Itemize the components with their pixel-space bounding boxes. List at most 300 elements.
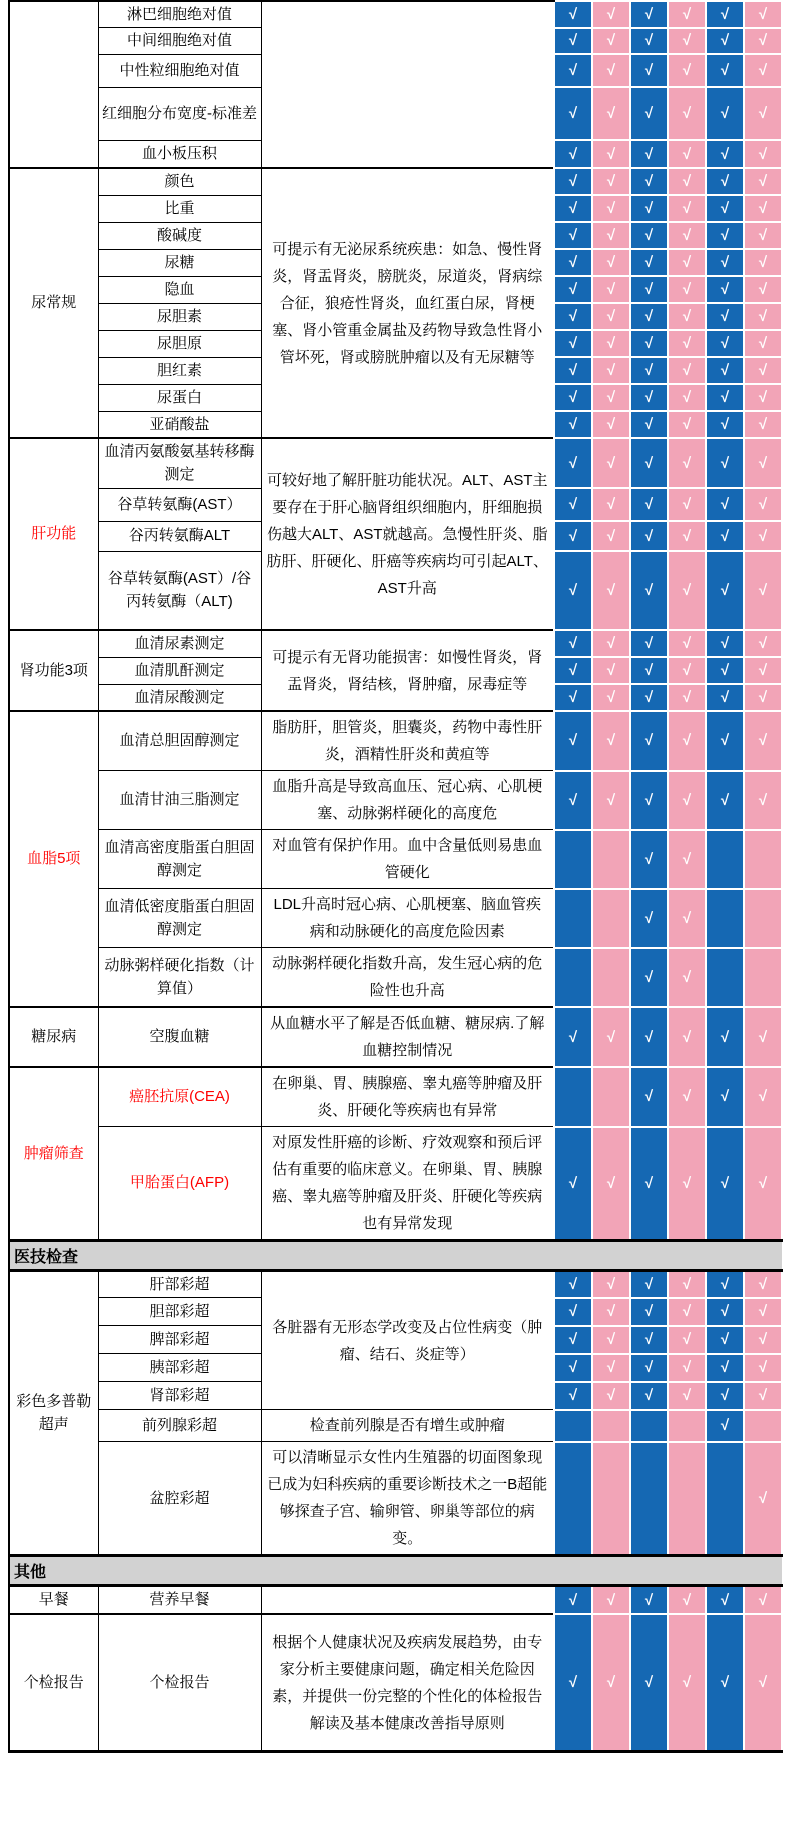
checkmark-icon: √ <box>682 105 692 122</box>
table-row <box>9 948 782 1008</box>
check-cell <box>554 384 592 411</box>
item-cell: 血清总胆固醇测定 <box>98 711 261 771</box>
checkmark-icon: √ <box>644 1174 654 1192</box>
checkmark-icon: √ <box>644 173 654 190</box>
check-cell <box>744 28 782 54</box>
checkmark-icon: √ <box>720 1028 730 1046</box>
checkmark-icon: √ <box>568 689 578 706</box>
check-cell <box>706 551 744 630</box>
description-cell: 根据个人健康状况及疾病发展趋势，由专家分析主要健康问题，确定相关危险因素，并提供一份完整的个性化的体检报告解读及基本健康改善指导原则 <box>261 1614 554 1752</box>
checkmark-icon: √ <box>682 1591 692 1609</box>
check-cell <box>554 830 592 889</box>
check-cell <box>554 276 592 303</box>
check-cell <box>706 1271 744 1298</box>
checkmark-icon: √ <box>720 1674 730 1691</box>
checkmark-icon: √ <box>568 173 578 190</box>
check-cell <box>668 1298 706 1326</box>
item-cell: 空腹血糖 <box>98 1007 261 1067</box>
checkmark-icon: √ <box>606 281 616 298</box>
checkmark-icon: √ <box>682 1303 692 1321</box>
table-row <box>9 889 782 948</box>
checkmark-icon: √ <box>644 1303 654 1321</box>
check-cell <box>706 948 744 1008</box>
checkmark-icon: √ <box>720 732 730 750</box>
check-cell <box>592 411 630 438</box>
checkmark-icon: √ <box>606 454 616 472</box>
checkmark-icon: √ <box>606 32 616 50</box>
check-cell <box>554 249 592 276</box>
item-cell: 营养早餐 <box>98 1586 261 1614</box>
check-cell <box>668 330 706 357</box>
check-cell <box>668 889 706 948</box>
check-cell <box>630 411 668 438</box>
checkmark-icon: √ <box>758 454 768 472</box>
checkmark-icon: √ <box>606 105 616 122</box>
checkmark-icon: √ <box>682 1387 692 1405</box>
check-cell <box>554 1127 592 1241</box>
checkmark-icon: √ <box>606 1275 616 1293</box>
checkmark-icon: √ <box>758 200 768 217</box>
check-cell <box>592 1271 630 1298</box>
description-cell: 动脉粥样硬化指数升高，发生冠心病的危险性也升高 <box>261 948 554 1008</box>
check-cell <box>744 1586 782 1614</box>
check-cell <box>706 357 744 384</box>
check-cell <box>706 28 744 54</box>
check-cell <box>706 222 744 249</box>
checkmark-icon: √ <box>568 662 578 679</box>
checkmark-icon: √ <box>568 308 578 325</box>
checkmark-icon: √ <box>644 281 654 298</box>
check-cell <box>554 1382 592 1410</box>
checkmark-icon: √ <box>568 454 578 472</box>
checkmark-icon: √ <box>720 200 730 217</box>
checkmark-icon: √ <box>606 227 616 244</box>
checkmark-icon: √ <box>720 454 730 472</box>
check-cell <box>630 1127 668 1241</box>
category-cell: 血脂5项 <box>9 711 98 1007</box>
item-cell: 动脉粥样硬化指数（计算值） <box>98 948 261 1008</box>
checkmark-icon: √ <box>644 968 654 986</box>
table-row <box>9 1614 782 1752</box>
check-cell <box>592 1442 630 1556</box>
item-cell: 肾部彩超 <box>98 1382 261 1410</box>
checkmark-icon: √ <box>568 416 578 433</box>
check-cell <box>630 1382 668 1410</box>
check-cell <box>706 1442 744 1556</box>
checkmark-icon: √ <box>682 454 692 472</box>
check-cell <box>744 1067 782 1127</box>
check-cell <box>554 1 592 28</box>
check-cell <box>668 1382 706 1410</box>
check-cell <box>554 1410 592 1442</box>
checkmark-icon: √ <box>606 1387 616 1405</box>
checkmark-icon: √ <box>682 5 692 23</box>
table-row <box>9 1442 782 1556</box>
checkmark-icon: √ <box>720 1387 730 1405</box>
checkmark-icon: √ <box>720 1331 730 1349</box>
check-cell <box>630 889 668 948</box>
description-cell: 脂肪肝，胆管炎，胆囊炎，药物中毒性肝炎，酒精性肝炎和黄疸等 <box>261 711 554 771</box>
check-cell <box>706 303 744 330</box>
checkmark-icon: √ <box>758 1331 768 1349</box>
check-cell <box>554 1442 592 1556</box>
checkmark-icon: √ <box>720 281 730 298</box>
check-cell <box>706 830 744 889</box>
checkmark-icon: √ <box>758 5 768 23</box>
checkmark-icon: √ <box>606 496 616 513</box>
check-cell <box>554 657 592 684</box>
table-body <box>9 1 782 1752</box>
check-cell <box>668 1326 706 1354</box>
table-row <box>9 830 782 889</box>
check-cell <box>592 195 630 222</box>
description-cell: 各脏器有无形态学改变及占位性病变（肿瘤、结石、炎症等） <box>261 1271 554 1410</box>
check-cell <box>744 830 782 889</box>
checkmark-icon: √ <box>758 635 768 652</box>
check-cell <box>668 948 706 1008</box>
table-row <box>9 711 782 771</box>
checkmark-icon: √ <box>644 62 654 79</box>
checkmark-icon: √ <box>758 254 768 271</box>
description-cell: 可较好地了解肝脏功能状况。ALT、AST主要存在于肝心脑肾组织细胞内，肝细胞损伤越大ALT、AST就越高。急慢性肝炎、脂肪肝、肝硬化、肝癌等疾病均可引起ALT、AST升高 <box>261 438 554 630</box>
check-cell <box>668 1007 706 1067</box>
check-cell <box>706 711 744 771</box>
checkmark-icon: √ <box>720 1303 730 1321</box>
check-cell <box>668 28 706 54</box>
check-cell <box>554 1326 592 1354</box>
check-cell <box>744 168 782 195</box>
checkmark-icon: √ <box>758 1174 768 1192</box>
check-cell <box>744 1007 782 1067</box>
check-cell <box>668 140 706 168</box>
checkmark-icon: √ <box>568 582 578 599</box>
category-cell <box>9 1 98 168</box>
checkmark-icon: √ <box>682 496 692 513</box>
check-cell <box>668 1586 706 1614</box>
checkmark-icon: √ <box>644 582 654 599</box>
item-cell: 酸碱度 <box>98 222 261 249</box>
check-cell <box>630 1271 668 1298</box>
check-cell <box>592 657 630 684</box>
check-cell <box>668 1410 706 1442</box>
check-cell <box>592 1410 630 1442</box>
checkmark-icon: √ <box>720 145 730 163</box>
check-cell <box>706 1 744 28</box>
check-cell <box>744 1382 782 1410</box>
check-cell <box>554 771 592 830</box>
checkmark-icon: √ <box>644 454 654 472</box>
check-cell <box>668 1614 706 1752</box>
checkmark-icon: √ <box>720 62 730 79</box>
checkmark-icon: √ <box>644 105 654 122</box>
check-cell <box>744 684 782 711</box>
check-cell <box>630 684 668 711</box>
check-cell <box>554 948 592 1008</box>
checkmark-icon: √ <box>682 227 692 244</box>
check-cell <box>554 140 592 168</box>
section-band-label: 其他 <box>9 1556 782 1586</box>
item-cell: 血小板压积 <box>98 140 261 168</box>
checkmark-icon: √ <box>568 62 578 79</box>
item-cell: 淋巴细胞绝对值 <box>98 1 261 28</box>
check-cell <box>668 630 706 657</box>
checkmark-icon: √ <box>682 689 692 706</box>
check-cell <box>706 1127 744 1241</box>
checkmark-icon: √ <box>644 1387 654 1405</box>
table-row <box>9 630 782 657</box>
check-cell <box>630 1410 668 1442</box>
check-cell <box>592 168 630 195</box>
checkmark-icon: √ <box>758 1387 768 1405</box>
checkmark-icon: √ <box>568 32 578 50</box>
check-cell <box>554 1614 592 1752</box>
checkmark-icon: √ <box>606 1028 616 1046</box>
checkmark-icon: √ <box>682 850 692 868</box>
checkmark-icon: √ <box>606 527 616 545</box>
item-cell: 谷草转氨酶(AST）/谷丙转氨酶（ALT) <box>98 551 261 630</box>
check-cell <box>554 438 592 488</box>
check-cell <box>592 684 630 711</box>
check-cell <box>744 1 782 28</box>
check-cell <box>668 249 706 276</box>
check-cell <box>592 1007 630 1067</box>
checkmark-icon: √ <box>720 582 730 599</box>
description-cell: 对血管有保护作用。血中含量低则易患血管硬化 <box>261 830 554 889</box>
item-cell: 胰部彩超 <box>98 1354 261 1382</box>
checkmark-icon: √ <box>644 416 654 433</box>
check-cell <box>630 1 668 28</box>
package-comparison-table <box>8 0 783 1753</box>
checkmark-icon: √ <box>644 362 654 379</box>
checkmark-icon: √ <box>644 1088 654 1106</box>
checkmark-icon: √ <box>682 308 692 325</box>
checkmark-icon: √ <box>644 200 654 217</box>
check-cell <box>668 1067 706 1127</box>
checkmark-icon: √ <box>720 416 730 433</box>
checkmark-icon: √ <box>758 496 768 513</box>
check-cell <box>668 168 706 195</box>
item-cell: 肝部彩超 <box>98 1271 261 1298</box>
checkmark-icon: √ <box>682 1331 692 1349</box>
item-cell: 个检报告 <box>98 1614 261 1752</box>
item-cell: 盆腔彩超 <box>98 1442 261 1556</box>
check-cell <box>668 657 706 684</box>
check-cell <box>630 1614 668 1752</box>
checkmark-icon: √ <box>606 308 616 325</box>
check-cell <box>554 1298 592 1326</box>
check-cell <box>706 1614 744 1752</box>
checkmark-icon: √ <box>606 1174 616 1192</box>
item-cell: 血清尿酸测定 <box>98 684 261 711</box>
check-cell <box>592 830 630 889</box>
checkmark-icon: √ <box>682 635 692 652</box>
description-cell <box>261 1 554 168</box>
checkmark-icon: √ <box>644 32 654 50</box>
item-cell: 尿胆素 <box>98 303 261 330</box>
checkmark-icon: √ <box>758 1303 768 1321</box>
check-cell <box>744 657 782 684</box>
checkmark-icon: √ <box>568 635 578 652</box>
checkmark-icon: √ <box>568 5 578 23</box>
check-cell <box>554 521 592 551</box>
check-cell <box>630 168 668 195</box>
check-cell <box>554 303 592 330</box>
check-cell <box>630 303 668 330</box>
check-cell <box>706 1007 744 1067</box>
checkmark-icon: √ <box>606 5 616 23</box>
checkmark-icon: √ <box>568 1674 578 1691</box>
checkmark-icon: √ <box>720 5 730 23</box>
checkmark-icon: √ <box>568 227 578 244</box>
check-cell <box>706 1382 744 1410</box>
checkmark-icon: √ <box>720 1417 730 1435</box>
checkmark-icon: √ <box>720 362 730 379</box>
check-cell <box>706 438 744 488</box>
checkmark-icon: √ <box>644 227 654 244</box>
check-cell <box>668 711 706 771</box>
check-cell <box>668 195 706 222</box>
check-cell <box>630 948 668 1008</box>
check-cell <box>630 630 668 657</box>
check-cell <box>630 249 668 276</box>
item-cell: 血清尿素测定 <box>98 630 261 657</box>
check-cell <box>592 771 630 830</box>
checkmark-icon: √ <box>682 254 692 271</box>
checkmark-icon: √ <box>644 732 654 750</box>
check-cell <box>706 657 744 684</box>
check-cell <box>668 87 706 140</box>
checkmark-icon: √ <box>720 635 730 652</box>
category-cell: 肾功能3项 <box>9 630 98 711</box>
check-cell <box>706 771 744 830</box>
check-cell <box>630 1067 668 1127</box>
check-cell <box>592 330 630 357</box>
checkmark-icon: √ <box>606 1359 616 1377</box>
category-cell: 肿瘤筛查 <box>9 1067 98 1241</box>
item-cell: 谷丙转氨酶ALT <box>98 521 261 551</box>
check-cell <box>554 195 592 222</box>
check-cell <box>592 276 630 303</box>
item-cell: 尿糖 <box>98 249 261 276</box>
checkmark-icon: √ <box>720 1088 730 1106</box>
table-row <box>9 1271 782 1298</box>
checkmark-icon: √ <box>568 1591 578 1609</box>
check-cell <box>744 630 782 657</box>
check-cell <box>744 384 782 411</box>
check-cell <box>630 830 668 889</box>
description-cell: 可提示有无泌尿系统疾患：如急、慢性肾炎，肾盂肾炎，膀胱炎，尿道炎，肾病综合征，狼疮性肾炎，血红蛋白尿，肾梗塞、肾小管重金属盐及药物导致急性肾小管坏死，肾或膀胱肿瘤以及有无尿糖等 <box>261 168 554 438</box>
check-cell <box>744 303 782 330</box>
checkmark-icon: √ <box>758 527 768 545</box>
checkmark-icon: √ <box>644 145 654 163</box>
checkmark-icon: √ <box>682 732 692 750</box>
item-cell: 脾部彩超 <box>98 1326 261 1354</box>
checkmark-icon: √ <box>606 62 616 79</box>
check-cell <box>630 711 668 771</box>
checkmark-icon: √ <box>568 1275 578 1293</box>
category-cell: 尿常规 <box>9 168 98 438</box>
description-cell: 检查前列腺是否有增生或肿瘤 <box>261 1410 554 1442</box>
checkmark-icon: √ <box>568 1387 578 1405</box>
check-cell <box>706 276 744 303</box>
check-cell <box>706 87 744 140</box>
checkmark-icon: √ <box>644 5 654 23</box>
checkmark-icon: √ <box>644 689 654 706</box>
item-cell: 红细胞分布宽度-标准差 <box>98 87 261 140</box>
check-cell <box>744 357 782 384</box>
check-cell <box>630 1586 668 1614</box>
checkmark-icon: √ <box>568 1359 578 1377</box>
checkmark-icon: √ <box>758 662 768 679</box>
checkmark-icon: √ <box>644 1331 654 1349</box>
description-cell: 可提示有无肾功能损害：如慢性肾炎，肾盂肾炎，肾结核，肾肿瘤，尿毒症等 <box>261 630 554 711</box>
check-cell <box>744 54 782 87</box>
checkmark-icon: √ <box>682 582 692 599</box>
check-cell <box>592 711 630 771</box>
checkmark-icon: √ <box>644 335 654 352</box>
check-cell <box>706 1354 744 1382</box>
check-cell <box>744 249 782 276</box>
check-cell <box>554 711 592 771</box>
checkmark-icon: √ <box>644 1591 654 1609</box>
checkmark-icon: √ <box>758 1359 768 1377</box>
checkmark-icon: √ <box>758 1674 768 1691</box>
category-cell: 早餐 <box>9 1586 98 1614</box>
check-cell <box>744 551 782 630</box>
category-cell: 彩色多普勒超声 <box>9 1271 98 1556</box>
check-cell <box>744 222 782 249</box>
checkmark-icon: √ <box>644 909 654 927</box>
check-cell <box>668 830 706 889</box>
check-cell <box>744 1271 782 1298</box>
item-cell: 血清低密度脂蛋白胆固醇测定 <box>98 889 261 948</box>
check-cell <box>592 1 630 28</box>
checkmark-icon: √ <box>682 1359 692 1377</box>
check-cell <box>744 411 782 438</box>
item-cell: 血清甘油三脂测定 <box>98 771 261 830</box>
check-cell <box>706 630 744 657</box>
checkmark-icon: √ <box>682 1088 692 1106</box>
checkmark-icon: √ <box>682 662 692 679</box>
description-cell: 从血糖水平了解是否低血糖、糖尿病.了解血糖控制情况 <box>261 1007 554 1067</box>
checkmark-icon: √ <box>720 689 730 706</box>
checkmark-icon: √ <box>682 968 692 986</box>
check-cell <box>554 1586 592 1614</box>
checkmark-icon: √ <box>682 1028 692 1046</box>
item-cell: 前列腺彩超 <box>98 1410 261 1442</box>
check-cell <box>668 771 706 830</box>
checkmark-icon: √ <box>606 145 616 163</box>
check-cell <box>592 1298 630 1326</box>
check-cell <box>592 222 630 249</box>
check-cell <box>630 28 668 54</box>
check-cell <box>668 1 706 28</box>
check-cell <box>706 411 744 438</box>
checkmark-icon: √ <box>682 791 692 809</box>
check-cell <box>744 889 782 948</box>
item-cell: 甲胎蛋白(AFP) <box>98 1127 261 1241</box>
check-cell <box>706 54 744 87</box>
checkmark-icon: √ <box>758 227 768 244</box>
checkmark-icon: √ <box>720 1275 730 1293</box>
check-cell <box>554 87 592 140</box>
checkmark-icon: √ <box>606 1303 616 1321</box>
checkmark-icon: √ <box>758 689 768 706</box>
checkmark-icon: √ <box>758 416 768 433</box>
checkmark-icon: √ <box>568 335 578 352</box>
check-cell <box>592 1586 630 1614</box>
item-cell: 亚硝酸盐 <box>98 411 261 438</box>
